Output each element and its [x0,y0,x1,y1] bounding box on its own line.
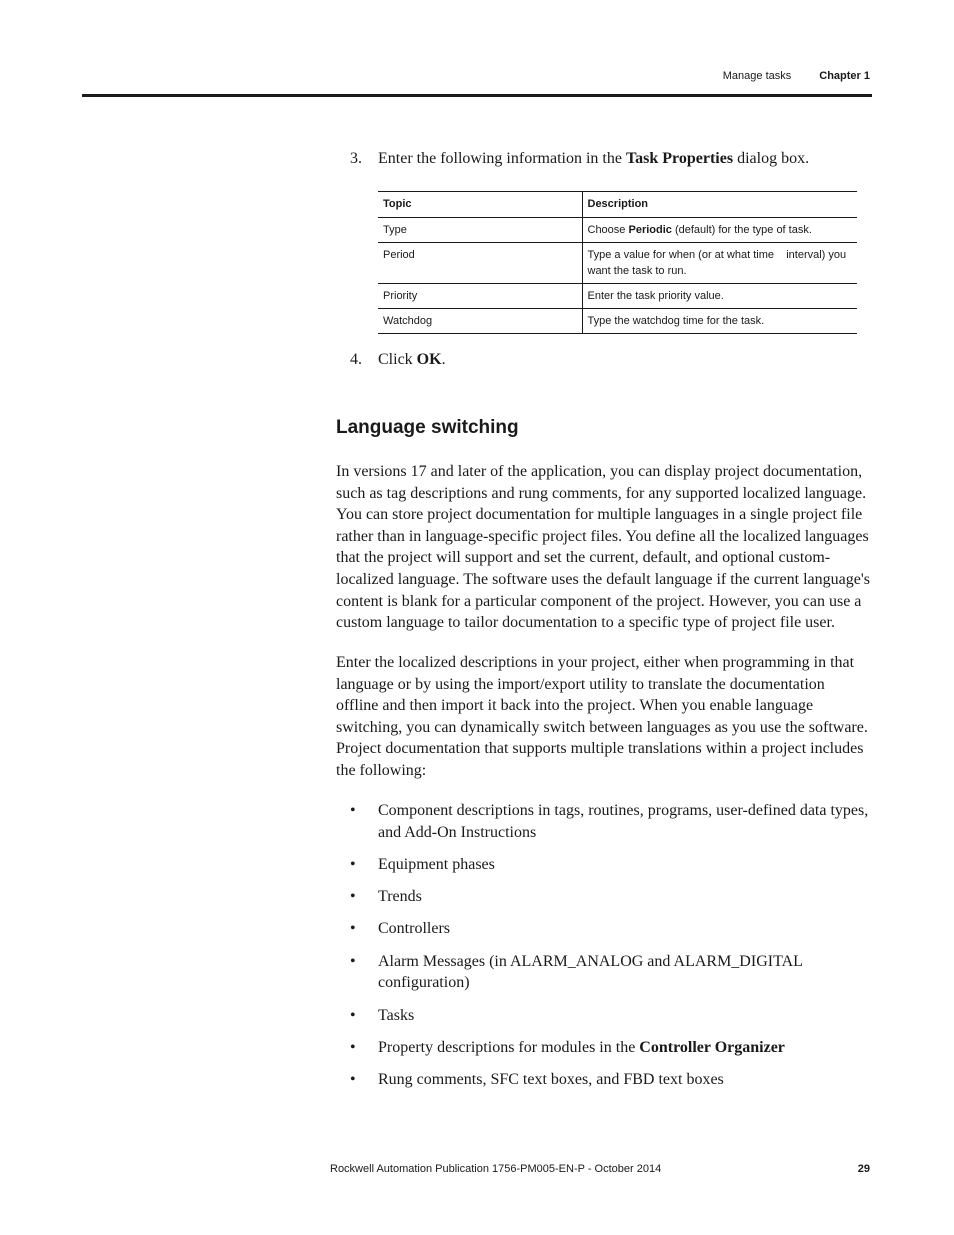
paragraph-2: Enter the localized descriptions in your project, either when programming in that language or by using the import/export utility to translate the documentation offline and then import it back into the project. When you enable language switching, you can dynamically switch between languages as you use the software. Project documentation that supports multiple translations within a project includes the following: [336,654,868,779]
table-row [378,309,857,334]
topic-cell: Period [378,243,582,284]
footer-publication: Rockwell Automation Publication 1756-PM005-EN-P - October 2014 [330,1163,662,1175]
table-row [378,284,857,309]
step-4 [350,351,446,369]
step-text: Enter the following information in the [378,150,626,167]
bullet-icon: • [350,920,356,938]
column-header-topic: Topic [378,192,582,218]
list-item: • Equipment phases [336,854,870,876]
page-number: 29 [857,1163,870,1175]
list-item: • Tasks [336,1005,870,1027]
bullet-list [336,800,870,1101]
section-heading: Language switching [336,417,519,438]
bullet-icon: • [350,1006,356,1024]
step-number: 4. [350,351,362,368]
step-bold-text: Task Properties [625,150,734,167]
list-item: • Rung comments, SFC text boxes, and FBD text boxes [336,1069,870,1091]
bullet-icon: • [350,1038,356,1056]
list-item: • Property descriptions for modules in the Controller Organizer [336,1037,870,1059]
bullet-icon: • [350,1071,356,1089]
bullet-icon: • [350,855,356,873]
step-text-end: . [441,351,446,368]
column-header-description: Description [582,192,857,218]
table-row [378,218,857,243]
step-number: 3. [350,150,362,167]
description-cell: Type the watchdog time for the task. [582,309,857,334]
header-section: Manage tasks [722,70,792,82]
paragraph-1: In versions 17 and later of the application, you can display project documentation, such as tag descriptions and rung comments, for any supported localized language. You can store project documentation for multiple languages in a single project file rather than in language-specific project files. You define all the localized languages that the project will support and set the current, default, and optional custom-localized language. The software uses the default language if the current language's content is blank for a particular component of the project. However, you can use a custom language to tailor documentation to a specific type of project file user. [336,463,870,632]
list-item: • Component descriptions in tags, routines, programs, user-defined data types, and Add-On Instructions [350,802,869,841]
table-row [378,243,857,284]
list-item: • Trends [336,886,870,908]
header-chapter: Chapter 1 [819,70,870,82]
topic-cell: Priority [378,284,582,309]
header-rule [82,94,872,97]
step-text: Click [378,351,417,368]
bullet-icon: • [350,888,356,906]
step-bold-text: OK [416,351,442,368]
description-cell: Type a value for when (or at what time interval) you want the task to run. [582,243,857,284]
bullet-icon: • [350,952,356,970]
bullet-icon: • [350,802,356,819]
step-text-end: dialog box. [733,150,810,167]
topic-cell: Type [378,218,582,243]
list-item: • Alarm Messages (in ALARM_ANALOG and ALARM_DIGITAL configuration) [350,952,803,992]
step-3 [350,150,809,168]
description-cell: Enter the task priority value. [582,284,857,309]
table-header-row [378,192,857,218]
list-item: • Controllers [336,918,870,940]
topic-cell: Watchdog [378,309,582,334]
task-properties-table [378,191,857,334]
running-header [723,70,870,82]
description-cell: Choose Periodic (default) for the type of task. [582,218,857,243]
